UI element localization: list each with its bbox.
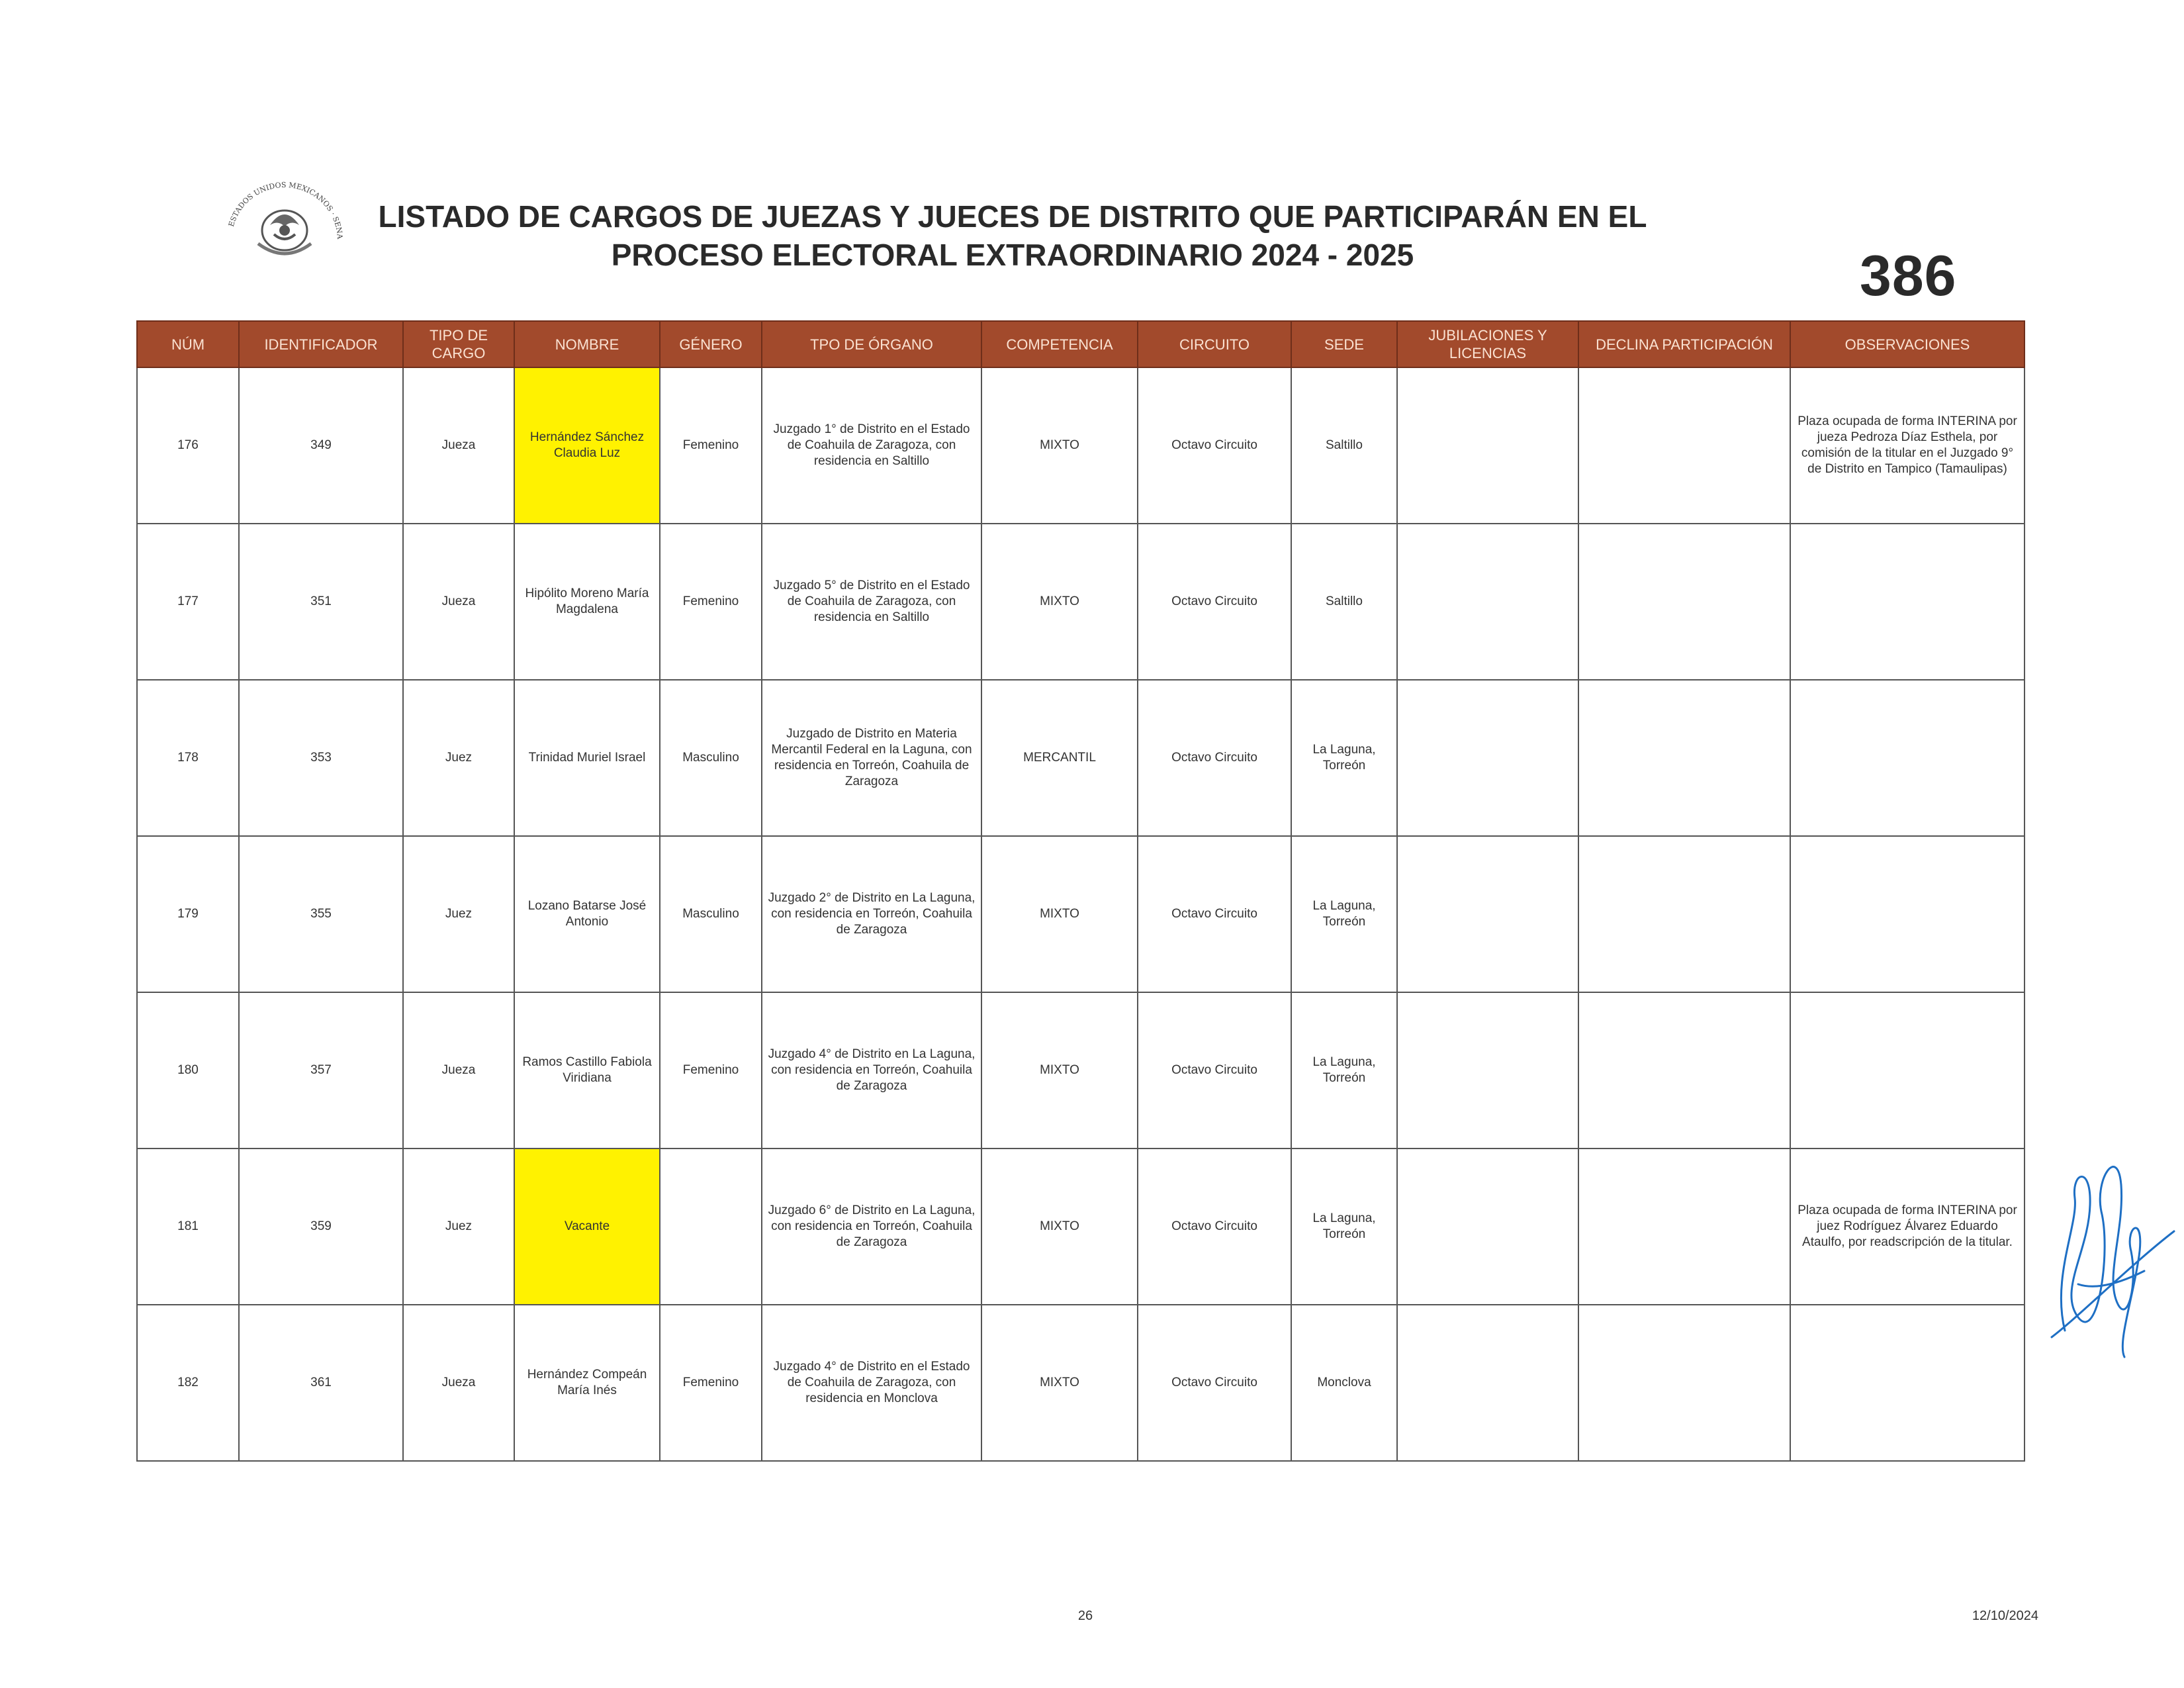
cell-circuito: Octavo Circuito: [1138, 524, 1291, 680]
cell-sede: La Laguna, Torreón: [1291, 836, 1397, 992]
cell-circuito: Octavo Circuito: [1138, 367, 1291, 524]
cell-num: 176: [137, 367, 239, 524]
cell-nombre: Hernández Sánchez Claudia Luz: [514, 367, 660, 524]
cell-circuito: Octavo Circuito: [1138, 1149, 1291, 1305]
cell-jubilaciones: [1397, 680, 1578, 836]
cell-genero: Masculino: [660, 836, 762, 992]
cell-identificador: 355: [239, 836, 403, 992]
cell-tipo-cargo: Jueza: [403, 524, 514, 680]
cell-organo: Juzgado 2° de Distrito en La Laguna, con residencia en Torreón, Coahuila de Zaragoza: [762, 836, 981, 992]
cell-sede: La Laguna, Torreón: [1291, 992, 1397, 1149]
cell-competencia: MIXTO: [981, 1305, 1138, 1461]
table-row: [137, 524, 2025, 680]
table-row: [137, 1149, 2025, 1305]
cell-sede: Monclova: [1291, 1305, 1397, 1461]
column-header-tipo-cargo: TIPO DE CARGO: [403, 321, 514, 367]
cell-jubilaciones: [1397, 992, 1578, 1149]
cell-organo: Juzgado 4° de Distrito en el Estado de Coahuila de Zaragoza, con residencia en Monclova: [762, 1305, 981, 1461]
cell-tipo-cargo: Jueza: [403, 1305, 514, 1461]
cell-identificador: 359: [239, 1149, 403, 1305]
cell-organo: Juzgado 1° de Distrito en el Estado de Coahuila de Zaragoza, con residencia en Saltillo: [762, 367, 981, 524]
cell-tipo-cargo: Jueza: [403, 992, 514, 1149]
cell-genero: [660, 1149, 762, 1305]
cell-tipo-cargo: Juez: [403, 836, 514, 992]
table-row: [137, 680, 2025, 836]
cell-observaciones: Plaza ocupada de forma INTERINA por jueza Pedroza Díaz Esthela, por comisión de la titular en el Juzgado 9° de Distrito en Tampico (Tamaulipas): [1790, 367, 2025, 524]
cell-circuito: Octavo Circuito: [1138, 680, 1291, 836]
cell-observaciones: [1790, 680, 2025, 836]
cell-circuito: Octavo Circuito: [1138, 1305, 1291, 1461]
cell-circuito: Octavo Circuito: [1138, 992, 1291, 1149]
cell-competencia: MIXTO: [981, 1149, 1138, 1305]
judges-table: [136, 320, 2025, 1462]
cell-genero: Femenino: [660, 367, 762, 524]
cell-competencia: MIXTO: [981, 836, 1138, 992]
cell-sede: La Laguna, Torreón: [1291, 1149, 1397, 1305]
cell-observaciones: Plaza ocupada de forma INTERINA por juez Rodríguez Álvarez Eduardo Ataulfo, por readscripción de la titular.: [1790, 1149, 2025, 1305]
cell-identificador: 361: [239, 1305, 403, 1461]
cell-jubilaciones: [1397, 1305, 1578, 1461]
column-header-circuito: CIRCUITO: [1138, 321, 1291, 367]
column-header-organo: TPO DE ÓRGANO: [762, 321, 981, 367]
svg-text:ESTADOS UNIDOS MEXICANOS · SEN: ESTADOS UNIDOS MEXICANOS · SENA: [226, 180, 345, 240]
cell-identificador: 353: [239, 680, 403, 836]
cell-sede: La Laguna, Torreón: [1291, 680, 1397, 836]
cell-num: 182: [137, 1305, 239, 1461]
cell-organo: Juzgado 6° de Distrito en La Laguna, con residencia en Torreón, Coahuila de Zaragoza: [762, 1149, 981, 1305]
cell-nombre: Lozano Batarse José Antonio: [514, 836, 660, 992]
cell-competencia: MERCANTIL: [981, 680, 1138, 836]
cell-declina: [1578, 680, 1790, 836]
table-body: [137, 367, 2025, 1461]
cell-declina: [1578, 1305, 1790, 1461]
cell-organo: Juzgado de Distrito en Materia Mercantil Federal en la Laguna, con residencia en Torreón, Coahuila de Zaragoza: [762, 680, 981, 836]
document-title: [371, 197, 1655, 274]
senate-seal: [212, 177, 357, 283]
cell-num: 179: [137, 836, 239, 992]
column-header-competencia: COMPETENCIA: [981, 321, 1138, 367]
table-row: [137, 992, 2025, 1149]
cell-observaciones: [1790, 992, 2025, 1149]
column-header-identificador: IDENTIFICADOR: [239, 321, 403, 367]
cell-nombre: Vacante: [514, 1149, 660, 1305]
cell-nombre: Trinidad Muriel Israel: [514, 680, 660, 836]
cell-declina: [1578, 1149, 1790, 1305]
cell-declina: [1578, 367, 1790, 524]
cell-genero: Femenino: [660, 992, 762, 1149]
title-line-1: LISTADO DE CARGOS DE JUEZAS Y JUECES DE DISTRITO QUE PARTICIPARÁN EN EL: [378, 199, 1647, 234]
cell-num: 180: [137, 992, 239, 1149]
cell-competencia: MIXTO: [981, 992, 1138, 1149]
page-stamp-number: 386: [1860, 244, 1957, 308]
table-row: [137, 836, 2025, 992]
title-line-2: PROCESO ELECTORAL EXTRAORDINARIO 2024 - 2025: [611, 238, 1414, 272]
cell-tipo-cargo: Jueza: [403, 367, 514, 524]
cell-tipo-cargo: Juez: [403, 1149, 514, 1305]
cell-identificador: 357: [239, 992, 403, 1149]
cell-genero: Femenino: [660, 1305, 762, 1461]
cell-declina: [1578, 836, 1790, 992]
footer-page-number: 26: [1077, 1609, 1093, 1623]
table-row: [137, 1305, 2025, 1461]
cell-declina: [1578, 992, 1790, 1149]
cell-tipo-cargo: Juez: [403, 680, 514, 836]
cell-declina: [1578, 524, 1790, 680]
cell-competencia: MIXTO: [981, 524, 1138, 680]
cell-identificador: 351: [239, 524, 403, 680]
handwritten-signature: [2038, 1119, 2184, 1383]
cell-sede: Saltillo: [1291, 524, 1397, 680]
cell-num: 178: [137, 680, 239, 836]
cell-organo: Juzgado 4° de Distrito en La Laguna, con residencia en Torreón, Coahuila de Zaragoza: [762, 992, 981, 1149]
column-header-declina: DECLINA PARTICIPACIÓN: [1578, 321, 1790, 367]
cell-num: 181: [137, 1149, 239, 1305]
cell-nombre: Ramos Castillo Fabiola Viridiana: [514, 992, 660, 1149]
cell-genero: Femenino: [660, 524, 762, 680]
table-header-row: [137, 321, 2025, 367]
cell-organo: Juzgado 5° de Distrito en el Estado de Coahuila de Zaragoza, con residencia en Saltillo: [762, 524, 981, 680]
column-header-jubilaciones: JUBILACIONES Y LICENCIAS: [1397, 321, 1578, 367]
column-header-num: NÚM: [137, 321, 239, 367]
cell-jubilaciones: [1397, 524, 1578, 680]
cell-nombre: Hernández Compeán María Inés: [514, 1305, 660, 1461]
cell-observaciones: [1790, 1305, 2025, 1461]
cell-jubilaciones: [1397, 367, 1578, 524]
cell-observaciones: [1790, 836, 2025, 992]
column-header-genero: GÉNERO: [660, 321, 762, 367]
cell-jubilaciones: [1397, 1149, 1578, 1305]
column-header-nombre: NOMBRE: [514, 321, 660, 367]
cell-num: 177: [137, 524, 239, 680]
cell-nombre: Hipólito Moreno María Magdalena: [514, 524, 660, 680]
cell-identificador: 349: [239, 367, 403, 524]
table-row: [137, 367, 2025, 524]
cell-sede: Saltillo: [1291, 367, 1397, 524]
cell-competencia: MIXTO: [981, 367, 1138, 524]
footer-date: 12/10/2024: [1972, 1609, 2038, 1623]
column-header-sede: SEDE: [1291, 321, 1397, 367]
cell-genero: Masculino: [660, 680, 762, 836]
cell-observaciones: [1790, 524, 2025, 680]
column-header-observaciones: OBSERVACIONES: [1790, 321, 2025, 367]
cell-circuito: Octavo Circuito: [1138, 836, 1291, 992]
cell-jubilaciones: [1397, 836, 1578, 992]
